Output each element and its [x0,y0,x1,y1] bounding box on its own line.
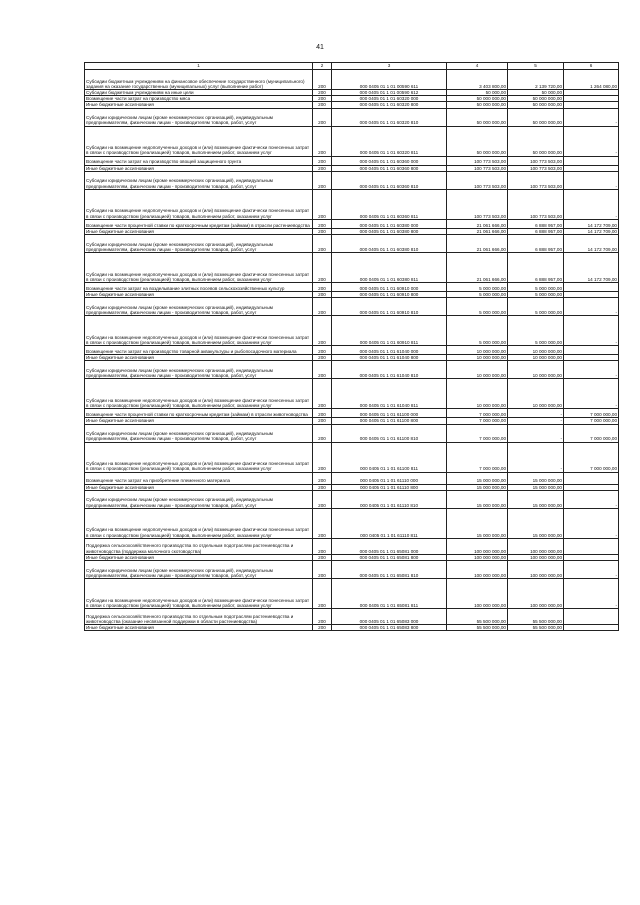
row-kbk: 000 0405 01 1 01 00590 612 [332,90,447,96]
row-code: 200 [313,579,332,609]
row-code: 200 [313,219,332,228]
row-code: 200 [313,609,332,625]
row-amount-federal: 14 172 709,00 [564,228,619,234]
row-amount-regional: 100 000 000,00 [508,538,564,554]
table-row [85,579,619,609]
row-name: Иные бюджетные ассигнования [85,355,313,361]
table-row [85,253,619,283]
table-row [85,219,619,228]
row-amount-total: 100 000 000,00 [447,554,508,560]
row-name: Субсидии бюджетным учреждениям на финансовое обеспечение государственного (муниципального) задания на оказание государственных (муниципальных) услуг (выполнение работ) [85,70,313,90]
row-amount-total: 7 000 000,00 [447,409,508,418]
row-name: Иные бюджетные ассигнования [85,292,313,298]
row-amount-regional: 100 773 503,00 [508,189,564,219]
row-amount-federal [564,538,619,554]
row-amount-regional: 5 000 000,00 [508,283,564,292]
row-amount-total: 15 000 000,00 [447,472,508,484]
row-code: 200 [313,625,332,631]
row-amount-total: 5 000 000,00 [447,283,508,292]
table-row [85,609,619,625]
table-row [85,538,619,554]
row-amount-federal [564,472,619,484]
table-header-row [85,63,619,70]
row-amount-total: 15 000 000,00 [447,484,508,490]
row-amount-federal: - [564,171,619,189]
row-amount-total: 5 000 000,00 [447,298,508,316]
row-amount-total: 50 000,00 [447,90,508,96]
row-amount-federal: 14 172 709,00 [564,235,619,253]
budget-table [84,62,619,631]
row-code: 200 [313,189,332,219]
row-name: Субсидии юридическим лицам (кроме некоммерческих организаций), индивидуальным предпринимателям, физическим лицам - производителям товаров, работ, услуг [85,424,313,442]
row-amount-total: 55 500 000,00 [447,625,508,631]
row-amount-federal [564,625,619,631]
row-amount-total: 7 000 000,00 [447,424,508,442]
table-row [85,346,619,355]
row-kbk: 000 0405 01 1 01 61040 810 [332,361,447,379]
row-amount-total: 100 000 000,00 [447,579,508,609]
row-name: Субсидии на возмещение недополученных доходов и (или) возмещение фактически понесенных затрат в связи с производством (реализацией) товаров, выполнением работ, оказанием услуг [85,508,313,538]
row-code: 200 [313,442,332,472]
row-kbk: 000 0405 01 1 01 00590 611 [332,70,447,90]
row-name: Субсидии юридическим лицам (кроме некоммерческих организаций), индивидуальным предпринимателям, физическим лицам - производителям товаров, работ, услуг [85,361,313,379]
table-row [85,235,619,253]
row-amount-regional: - [508,409,564,418]
row-kbk: 000 0405 01 1 01 65081 000 [332,538,447,554]
row-name: Возмещение части затрат на возделывание элитных посевов сельскохозяйственных культур [85,283,313,292]
row-amount-regional: 50 000 000,00 [508,102,564,108]
row-kbk: 000 0405 01 1 01 61110 810 [332,490,447,508]
row-amount-federal: - [564,379,619,409]
row-amount-federal: - [564,108,619,126]
row-name: Иные бюджетные ассигнования [85,102,313,108]
row-kbk: 000 0405 01 1 01 60320 800 [332,102,447,108]
row-code: 200 [313,298,332,316]
row-amount-federal: - [564,189,619,219]
row-amount-regional: 50 000 000,00 [508,96,564,102]
row-amount-federal: - [564,126,619,156]
row-amount-federal [564,609,619,625]
row-code: 200 [313,156,332,165]
table-row [85,442,619,472]
row-code: 200 [313,355,332,361]
row-name: Субсидии на возмещение недополученных доходов и (или) возмещение фактически понесенных затрат в связи с производством (реализацией) товаров, выполнением работ, оказанием услуг [85,316,313,346]
row-amount-regional: 10 000 000,00 [508,346,564,355]
row-kbk: 000 0405 01 1 01 61110 800 [332,484,447,490]
row-kbk: 000 0405 01 1 01 60320 811 [332,126,447,156]
row-kbk: 000 0405 01 1 01 61040 000 [332,346,447,355]
table-row [85,189,619,219]
row-amount-total: 55 500 000,00 [447,609,508,625]
row-amount-total: 100 000 000,00 [447,538,508,554]
row-amount-total: 10 000 000,00 [447,355,508,361]
row-amount-regional: 5 000 000,00 [508,298,564,316]
row-code: 200 [313,418,332,424]
row-kbk: 000 0405 01 1 01 65081 810 [332,561,447,579]
column-header-1: 1 [85,63,313,70]
row-code: 200 [313,108,332,126]
row-name: Возмещение части затрат на приобретение племенного материала [85,472,313,484]
table-row [85,70,619,90]
row-name: Субсидии юридическим лицам (кроме некоммерческих организаций), индивидуальным предпринимателям, физическим лицам - производителям товаров, работ, услуг [85,490,313,508]
row-name: Субсидии на возмещение недополученных доходов и (или) возмещение фактически понесенных затрат в связи с производством (реализацией) товаров, выполнением работ, оказанием услуг [85,126,313,156]
row-name: Субсидии на возмещение недополученных доходов и (или) возмещение фактически понесенных затрат в связи с производством (реализацией) товаров, выполнением работ, оказанием услуг [85,189,313,219]
row-amount-regional: 5 000 000,00 [508,316,564,346]
table-row [85,361,619,379]
row-amount-federal [564,283,619,292]
row-amount-federal [564,156,619,165]
row-name: Поддержка сельскохозяйственного производства по отдельным подотраслям растениеводства и животноводства (поддержка молочного скотоводства) [85,538,313,554]
table-row [85,379,619,409]
row-code: 200 [313,96,332,102]
row-amount-total: 5 000 000,00 [447,316,508,346]
row-amount-total: 5 000 000,00 [447,292,508,298]
row-code: 200 [313,316,332,346]
column-header-2: 2 [313,63,332,70]
row-code: 200 [313,379,332,409]
row-amount-federal: - [564,298,619,316]
row-name: Возмещение части процентной ставки по краткосрочным кредитам (займам) в отрасли растениеводства [85,219,313,228]
row-amount-regional: 50 000 000,00 [508,126,564,156]
row-amount-federal: 7 000 000,00 [564,442,619,472]
row-amount-federal: - [564,361,619,379]
row-kbk: 000 0405 01 1 01 61100 800 [332,418,447,424]
row-amount-total: 100 773 503,00 [447,189,508,219]
column-header-6: 6 [564,63,619,70]
row-code: 200 [313,253,332,283]
row-kbk: 000 0405 01 1 01 61110 000 [332,472,447,484]
row-amount-regional: 55 500 000,00 [508,625,564,631]
row-kbk: 000 0405 01 1 01 61040 800 [332,355,447,361]
row-name: Субсидии юридическим лицам (кроме некоммерческих организаций), индивидуальным предпринимателям, физическим лицам - производителям товаров, работ, услуг [85,561,313,579]
table-row [85,508,619,538]
row-name: Субсидии юридическим лицам (кроме некоммерческих организаций), индивидуальным предпринимателям, физическим лицам - производителям товаров, работ, услуг [85,298,313,316]
row-code: 200 [313,102,332,108]
row-amount-total: 10 000 000,00 [447,346,508,355]
row-amount-total: 10 000 000,00 [447,379,508,409]
row-code: 200 [313,126,332,156]
row-amount-total: 15 000 000,00 [447,490,508,508]
column-header-3: 3 [332,63,447,70]
row-code: 200 [313,171,332,189]
row-amount-total: 100 000 000,00 [447,561,508,579]
row-amount-regional: 100 773 503,00 [508,165,564,171]
row-amount-federal: 1 264 080,00 [564,70,619,90]
row-kbk: 000 0405 01 1 01 60380 810 [332,235,447,253]
row-kbk: 000 0405 01 1 01 60910 800 [332,292,447,298]
row-amount-regional: 15 000 000,00 [508,490,564,508]
row-name: Иные бюджетные ассигнования [85,165,313,171]
row-code: 200 [313,554,332,560]
row-amount-regional: 10 000 000,00 [508,379,564,409]
row-amount-regional: 10 000 000,00 [508,361,564,379]
row-kbk: 000 0405 01 1 01 61100 811 [332,442,447,472]
row-kbk: 000 0405 01 1 01 60360 000 [332,156,447,165]
row-code: 200 [313,346,332,355]
column-header-5: 5 [508,63,564,70]
row-amount-regional: 6 888 957,00 [508,219,564,228]
row-kbk: 000 0405 01 1 01 60380 000 [332,219,447,228]
row-code: 200 [313,472,332,484]
row-amount-regional: 2 139 720,00 [508,70,564,90]
row-kbk: 000 0405 01 1 01 60320 810 [332,108,447,126]
row-amount-regional: 100 773 503,00 [508,156,564,165]
table-row [85,171,619,189]
table-row [85,108,619,126]
table-row [85,156,619,165]
row-amount-total: 15 000 000,00 [447,508,508,538]
row-amount-total: 50 000 000,00 [447,96,508,102]
row-amount-regional: - [508,424,564,442]
row-amount-regional: 6 888 957,00 [508,228,564,234]
row-name: Субсидии юридическим лицам (кроме некоммерческих организаций), индивидуальным предпринимателям, физическим лицам - производителям товаров, работ, услуг [85,108,313,126]
row-name: Субсидии на возмещение недополученных доходов и (или) возмещение фактически понесенных затрат в связи с производством (реализацией) товаров, выполнением работ, оказанием услуг [85,579,313,609]
row-name: Иные бюджетные ассигнования [85,625,313,631]
row-code: 200 [313,361,332,379]
row-name: Субсидии юридическим лицам (кроме некоммерческих организаций), индивидуальным предпринимателям, физическим лицам - производителям товаров, работ, услуг [85,171,313,189]
row-name: Иные бюджетные ассигнования [85,484,313,490]
row-amount-total: 100 773 503,00 [447,165,508,171]
table-row [85,490,619,508]
row-amount-regional: 15 000 000,00 [508,472,564,484]
row-name: Субсидии на возмещение недополученных доходов и (или) возмещение фактически понесенных затрат в связи с производством (реализацией) товаров, выполнением работ, оказанием услуг [85,442,313,472]
table-row [85,561,619,579]
row-amount-regional: 100 000 000,00 [508,554,564,560]
row-amount-total: 50 000 000,00 [447,102,508,108]
row-kbk: 000 0405 01 1 01 60360 811 [332,189,447,219]
row-code: 200 [313,490,332,508]
row-amount-federal: 14 172 709,00 [564,253,619,283]
row-kbk: 000 0405 01 1 01 60910 000 [332,283,447,292]
row-kbk: 000 0405 01 1 01 61100 810 [332,424,447,442]
row-kbk: 000 0405 01 1 01 61100 000 [332,409,447,418]
row-code: 200 [313,292,332,298]
row-name: Возмещение части процентной ставки по краткосрочным кредитам (займам) в отрасли животноводства [85,409,313,418]
row-name: Иные бюджетные ассигнования [85,418,313,424]
row-name: Иные бюджетные ассигнования [85,228,313,234]
row-kbk: 000 0405 01 1 01 60910 810 [332,298,447,316]
table-row [85,472,619,484]
row-amount-regional: 15 000 000,00 [508,484,564,490]
row-name: Субсидии на возмещение недополученных доходов и (или) возмещение фактически понесенных затрат в связи с производством (реализацией) товаров, выполнением работ, оказанием услуг [85,379,313,409]
row-code: 200 [313,561,332,579]
row-kbk: 000 0405 01 1 01 65081 800 [332,554,447,560]
table-row [85,316,619,346]
row-amount-regional: 55 500 000,00 [508,609,564,625]
row-amount-total: 50 000 000,00 [447,108,508,126]
row-amount-federal: - [564,508,619,538]
row-kbk: 000 0405 01 1 01 65083 000 [332,609,447,625]
table-row [85,283,619,292]
row-amount-federal: 7 000 000,00 [564,424,619,442]
row-kbk: 000 0405 01 1 01 60360 800 [332,165,447,171]
row-name: Возмещение части затрат на производство мяса [85,96,313,102]
table-row [85,625,619,631]
row-code: 200 [313,283,332,292]
row-kbk: 000 0405 01 1 01 60910 811 [332,316,447,346]
row-amount-federal: 14 172 709,00 [564,219,619,228]
row-amount-regional: 100 000 000,00 [508,561,564,579]
row-amount-regional: - [508,418,564,424]
row-amount-federal: - [564,579,619,609]
row-amount-total: 50 000 000,00 [447,126,508,156]
row-name: Возмещение части затрат на производство товарной аквакультуры и рыбопосадочного материала [85,346,313,355]
table-row [85,298,619,316]
row-kbk: 000 0405 01 1 01 60380 800 [332,228,447,234]
row-kbk: 000 0405 01 1 01 65083 800 [332,625,447,631]
row-amount-total: 21 061 666,00 [447,219,508,228]
row-name: Поддержка сельскохозяйственного производства по отдельным подотраслям растениеводства и животноводства (оказание несвязанной поддержки в области растениеводства) [85,609,313,625]
row-name: Иные бюджетные ассигнования [85,554,313,560]
row-kbk: 000 0405 01 1 01 61110 811 [332,508,447,538]
row-amount-federal: 7 000 000,00 [564,418,619,424]
row-kbk: 000 0405 01 1 01 65081 811 [332,579,447,609]
row-amount-regional: 6 888 957,00 [508,253,564,283]
row-amount-regional: 50 000 000,00 [508,108,564,126]
table-row [85,126,619,156]
row-amount-total: 7 000 000,00 [447,442,508,472]
row-amount-federal: - [564,490,619,508]
row-code: 200 [313,235,332,253]
row-amount-regional: 100 000 000,00 [508,579,564,609]
row-kbk: 000 0405 01 1 01 60360 810 [332,171,447,189]
row-amount-regional: 100 773 503,00 [508,171,564,189]
row-code: 200 [313,165,332,171]
row-amount-regional: 5 000 000,00 [508,292,564,298]
row-name: Субсидии на возмещение недополученных доходов и (или) возмещение фактически понесенных затрат в связи с производством (реализацией) товаров, выполнением работ, оказанием услуг [85,253,313,283]
row-kbk: 000 0405 01 1 01 60320 000 [332,96,447,102]
page-number: 41 [316,44,324,51]
row-amount-regional: 15 000 000,00 [508,508,564,538]
row-amount-regional: - [508,442,564,472]
row-code: 200 [313,424,332,442]
row-kbk: 000 0405 01 1 01 60380 811 [332,253,447,283]
row-code: 200 [313,508,332,538]
row-amount-total: 7 000 000,00 [447,418,508,424]
row-name: Возмещение части затрат на производство овощей защищенного грунта [85,156,313,165]
row-amount-total: 21 061 666,00 [447,228,508,234]
row-amount-regional: 10 000 000,00 [508,355,564,361]
row-name: Субсидии бюджетным учреждениям на иные цели [85,90,313,96]
row-amount-total: 100 773 503,00 [447,171,508,189]
row-amount-total: 3 403 800,00 [447,70,508,90]
row-name: Субсидии юридическим лицам (кроме некоммерческих организаций), индивидуальным предпринимателям, физическим лицам - производителям товаров, работ, услуг [85,235,313,253]
row-amount-total: 10 000 000,00 [447,361,508,379]
table-row [85,424,619,442]
row-code: 200 [313,484,332,490]
row-amount-total: 21 061 666,00 [447,253,508,283]
row-kbk: 000 0405 01 1 01 61040 811 [332,379,447,409]
row-amount-federal: - [564,561,619,579]
row-amount-total: 100 773 503,00 [447,156,508,165]
row-amount-total: 21 061 666,00 [447,235,508,253]
row-code: 200 [313,228,332,234]
row-code: 200 [313,90,332,96]
row-amount-federal: 7 000 000,00 [564,409,619,418]
row-code: 200 [313,409,332,418]
row-code: 200 [313,538,332,554]
row-code: 200 [313,70,332,90]
row-amount-regional: 6 888 957,00 [508,235,564,253]
row-amount-regional: 50 000,00 [508,90,564,96]
table-row [85,409,619,418]
column-header-4: 4 [447,63,508,70]
row-amount-federal: - [564,316,619,346]
row-amount-federal [564,346,619,355]
